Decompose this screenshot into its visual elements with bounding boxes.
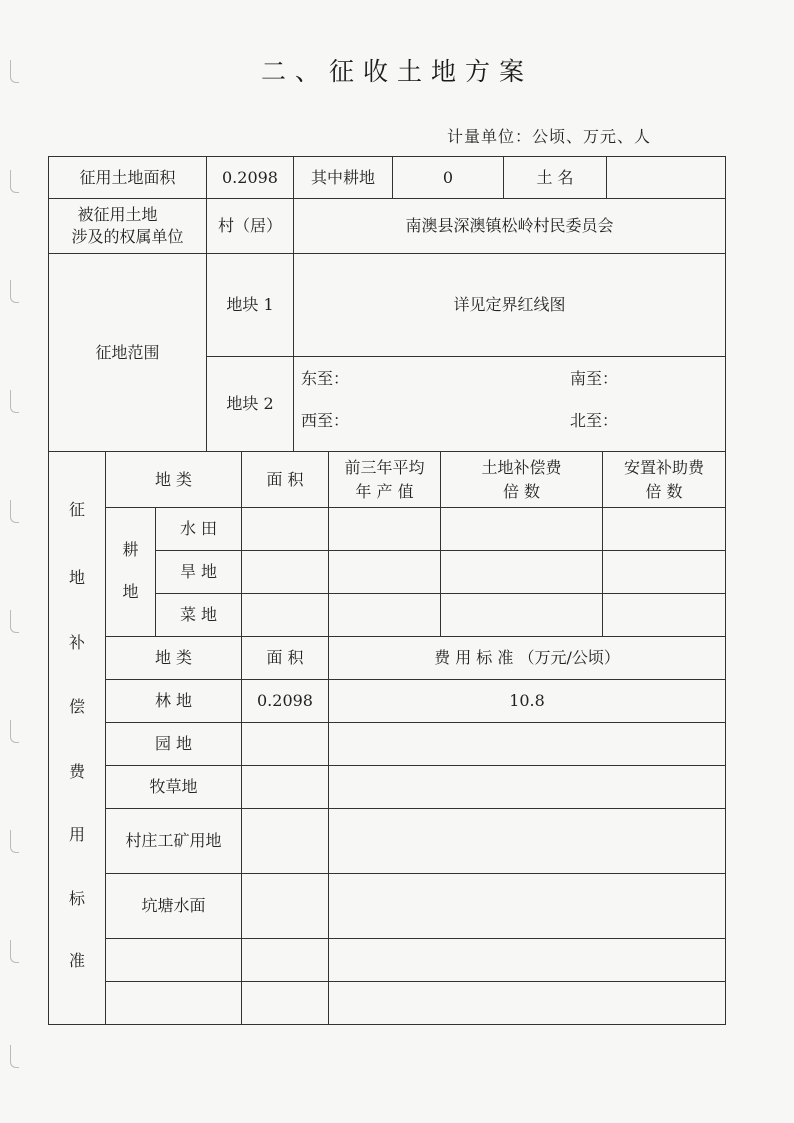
- side-label-char: 准: [68, 951, 85, 970]
- soil-name-value: [607, 157, 725, 198]
- binder-mark: [10, 500, 19, 523]
- binder-mark: [10, 940, 19, 963]
- other-row-standard: [329, 874, 725, 938]
- header-area: 面 积: [266, 469, 304, 489]
- other-row-type: [106, 939, 241, 981]
- other-row-standard: [329, 939, 725, 981]
- other-row-standard: [329, 723, 725, 765]
- header2-area: 面 积: [266, 648, 304, 667]
- other-row-standard: [329, 766, 725, 808]
- other-row-standard: 10.8: [509, 691, 545, 710]
- soil-name-label: 土 名: [536, 167, 574, 187]
- header-resettlement: [603, 452, 725, 507]
- side-label-char: 征: [68, 500, 85, 519]
- land-area-value: 0.2098: [222, 167, 278, 187]
- binder-mark: [10, 830, 19, 853]
- other-row-standard: [329, 809, 725, 873]
- unit-note: 计量单位：公顷、万元、人: [447, 127, 652, 146]
- farmland-row-type: 菜 地: [179, 605, 218, 624]
- page-title: 二、征收土地方案: [260, 57, 533, 86]
- other-row-type: 林 地: [154, 691, 193, 710]
- other-row-area: [242, 982, 328, 1024]
- binder-mark: [10, 720, 19, 743]
- plot2-label: 地块 2: [226, 394, 274, 413]
- plot1-label: 地块 1: [226, 295, 274, 314]
- farmland-group-char: 耕: [122, 540, 139, 559]
- side-label-char: 偿: [68, 697, 85, 716]
- farmland-group-char: 地: [122, 582, 139, 601]
- other-row-type: 坑塘水面: [141, 896, 206, 915]
- village-value: 南澳县深澳镇松岭村民委员会: [405, 216, 614, 235]
- side-label-char: 标: [68, 889, 85, 908]
- other-row-standard: [329, 982, 725, 1024]
- header2-standard: 费 用 标 准 （万元/公顷）: [434, 648, 620, 667]
- header-avg-output-line2: 年 产 值: [355, 481, 414, 501]
- boundary-west: 西至：: [301, 411, 350, 430]
- header-resettlement-line1: 安置补助费: [623, 457, 704, 477]
- farmland-row-type: 旱 地: [179, 562, 218, 581]
- header-land-compensation: [441, 452, 602, 507]
- side-label-char: 费: [68, 762, 85, 781]
- other-row-type: 园 地: [154, 734, 193, 753]
- other-row-area: [242, 809, 328, 873]
- other-row-area: [242, 874, 328, 938]
- village-label: 村（居）: [217, 216, 282, 235]
- ownership-unit-label-line2: 涉及的权属单位: [71, 227, 184, 246]
- binder-mark: [10, 1045, 19, 1068]
- binder-mark: [10, 390, 19, 413]
- header-avg-output: [329, 452, 440, 507]
- boundary-south: 南至：: [570, 369, 619, 388]
- binder-mark: [10, 610, 19, 633]
- boundary-east: 东至：: [301, 369, 350, 388]
- header-resettlement-line2: 倍 数: [645, 481, 683, 501]
- farmland-value: 0: [442, 167, 454, 187]
- other-row-area: [242, 766, 328, 808]
- other-row-area: [242, 723, 328, 765]
- farmland-label: 其中耕地: [310, 167, 375, 187]
- header-avg-output-line1: 前三年平均: [344, 457, 425, 477]
- other-row-area: [242, 939, 328, 981]
- header-land-type: 地 类: [154, 469, 193, 489]
- header-land-compensation-line1: 土地补偿费: [481, 457, 562, 477]
- scope-label: 征地范围: [95, 342, 160, 362]
- other-row-type: [106, 982, 241, 1024]
- other-row-area: 0.2098: [257, 691, 313, 710]
- header2-land-type: 地 类: [154, 648, 193, 667]
- binder-mark: [10, 170, 19, 193]
- ownership-unit-label: [49, 199, 206, 253]
- binder-mark: [10, 280, 19, 303]
- plot1-value: 详见定界红线图: [453, 295, 566, 314]
- land-area-label: 征用土地面积: [79, 167, 176, 187]
- side-label-char: 用: [68, 825, 85, 844]
- farmland-row-type: 水 田: [179, 519, 218, 538]
- other-row-type: 村庄工矿用地: [125, 831, 222, 850]
- side-label-char: 补: [68, 633, 85, 652]
- side-label-char: 地: [68, 568, 85, 587]
- header-land-compensation-line2: 倍 数: [502, 481, 541, 501]
- ownership-unit-label-line1: 被征用土地: [77, 205, 158, 224]
- other-row-type: 牧草地: [149, 777, 198, 796]
- boundary-north: 北至：: [570, 411, 619, 430]
